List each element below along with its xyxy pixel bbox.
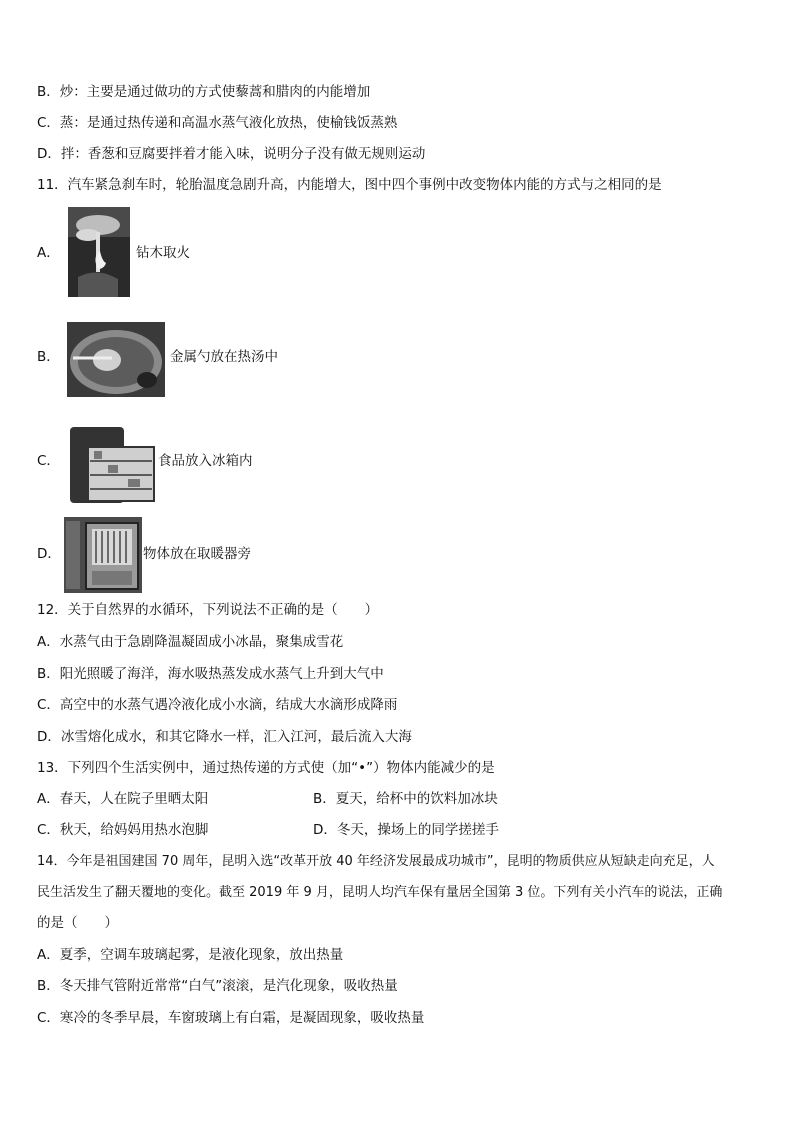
q14-stem-line1: 14．今年是祖国建国 70 周年，昆明入选“改革开放 40 年经济发展最成功城市”，昆明的物质供应从短缺走向充足，人 [37, 854, 715, 869]
prev-option-b: B．炒：主要是通过做功的方式使藜蒿和腊肉的内能增加 [37, 84, 371, 100]
drilling-wood-fire-photo [68, 207, 130, 297]
q11-option-c-caption: 食品放入冰箱内 [158, 453, 253, 469]
q14-stem-line3: 的是（ ） [37, 915, 118, 931]
q12-option-d: D．冰雪熔化成水，和其它降水一样，汇入江河，最后流入大海 [37, 729, 412, 745]
q11-option-d-caption: 物体放在取暖器旁 [143, 546, 251, 562]
q14-option-a: A．夏季，空调车玻璃起雾，是液化现象，放出热量 [37, 947, 344, 963]
q12-option-a: A．水蒸气由于急剧降温凝固成小冰晶，聚集成雪花 [37, 634, 344, 650]
q11-option-d-letter: D． [37, 546, 61, 562]
q13-stem: 13．下列四个生活实例中，通过热传递的方式使（加“•”）物体内能减少的是 [37, 760, 495, 776]
q11-option-a-caption: 钻木取火 [136, 245, 190, 261]
prev-option-c: C．蒸：是通过热传递和高温水蒸气液化放热，使榆钱饭蒸熟 [37, 115, 398, 131]
q14-option-b: B．冬天排气管附近常常“白气”滚滚，是汽化现象，吸收热量 [37, 978, 398, 994]
q12-option-b: B．阳光照暖了海洋，海水吸热蒸发成水蒸气上升到大气中 [37, 666, 384, 682]
q12-option-c: C．高空中的水蒸气遇冷液化成小水滴，结成大水滴形成降雨 [37, 697, 398, 713]
heater-photo [64, 517, 142, 593]
q11-option-a-letter: A． [37, 245, 60, 261]
q12-stem: 12．关于自然界的水循环，下列说法不正确的是（ ） [37, 602, 379, 618]
q14-stem-line2: 民生活发生了翻天覆地的变化。截至 2019 年 9 月，昆明人均汽车保有量居全国第 3 位。下列有关小汽车的说法，正确 [37, 885, 723, 900]
q13-option-a: A．春天，人在院子里晒太阳 [37, 791, 209, 807]
q13-option-d: D．冬天，操场上的同学搓搓手 [313, 822, 499, 838]
q11-option-c-letter: C． [37, 453, 60, 469]
q13-option-b: B．夏天，给杯中的饮料加冰块 [313, 791, 498, 807]
prev-option-d: D．拌：香葱和豆腐要拌着才能入味，说明分子没有做无规则运动 [37, 146, 426, 162]
q13-option-c: C．秋天，给妈妈用热水泡脚 [37, 822, 209, 838]
refrigerator-photo [68, 423, 156, 506]
q14-option-c: C．寒冷的冬季早晨，车窗玻璃上有白霜，是凝固现象，吸收热量 [37, 1010, 425, 1026]
q11-stem: 11．汽车紧急刹车时，轮胎温度急剧升高，内能增大，图中四个事例中改变物体内能的方式与之相同的是 [37, 177, 662, 193]
metal-spoon-in-soup-photo [67, 322, 165, 397]
q11-option-b-letter: B． [37, 349, 60, 365]
q11-option-b-caption: 金属勺放在热汤中 [170, 349, 278, 365]
